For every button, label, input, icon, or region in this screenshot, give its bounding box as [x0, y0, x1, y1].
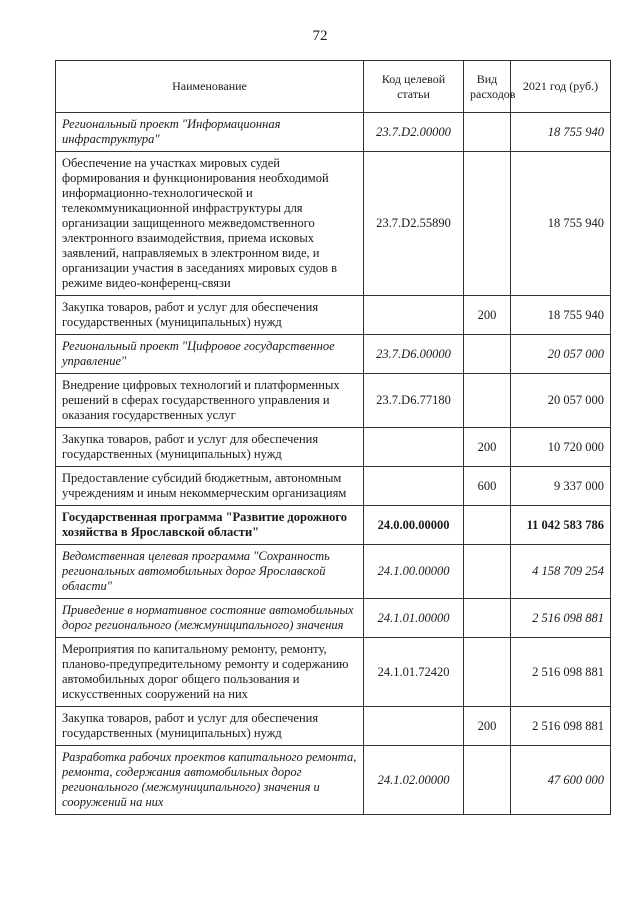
cell-code — [364, 428, 464, 467]
cell-amount: 11 042 583 786 — [511, 506, 611, 545]
table-row — [56, 467, 611, 506]
table-row — [56, 428, 611, 467]
cell-type — [464, 113, 511, 152]
cell-type — [464, 638, 511, 707]
table-row — [56, 374, 611, 428]
cell-name: Закупка товаров, работ и услуг для обеспечения государственных (муниципальных) нужд — [56, 296, 364, 335]
cell-type — [464, 374, 511, 428]
budget-table — [55, 60, 611, 815]
cell-code: 24.0.00.00000 — [364, 506, 464, 545]
cell-name: Мероприятия по капитальному ремонту, ремонту, планово-предупредительному ремонту и содержанию автомобильных дорог общего пользования и искусственных сооружений на них — [56, 638, 364, 707]
cell-code: 23.7.D6.00000 — [364, 335, 464, 374]
cell-code — [364, 467, 464, 506]
cell-type: 600 — [464, 467, 511, 506]
cell-amount: 20 057 000 — [511, 374, 611, 428]
header-code: Код целевой статьи — [364, 61, 464, 113]
cell-code: 24.1.01.00000 — [364, 599, 464, 638]
table-row — [56, 599, 611, 638]
cell-amount: 9 337 000 — [511, 467, 611, 506]
table-row — [56, 335, 611, 374]
cell-amount: 10 720 000 — [511, 428, 611, 467]
cell-code — [364, 707, 464, 746]
cell-code: 23.7.D2.00000 — [364, 113, 464, 152]
page-number: 72 — [312, 28, 328, 44]
cell-code: 23.7.D6.77180 — [364, 374, 464, 428]
cell-amount: 18 755 940 — [511, 152, 611, 296]
cell-name: Региональный проект "Цифровое государственное управление" — [56, 335, 364, 374]
header-amount: 2021 год (руб.) — [511, 61, 611, 113]
cell-name: Внедрение цифровых технологий и платформенных решений в сферах государственного управления и оказания государственных услуг — [56, 374, 364, 428]
table-row — [56, 545, 611, 599]
cell-name: Закупка товаров, работ и услуг для обеспечения государственных (муниципальных) нужд — [56, 707, 364, 746]
cell-code: 24.1.02.00000 — [364, 746, 464, 815]
cell-code: 23.7.D2.55890 — [364, 152, 464, 296]
cell-name: Закупка товаров, работ и услуг для обеспечения государственных (муниципальных) нужд — [56, 428, 364, 467]
cell-name: Государственная программа "Развитие дорожного хозяйства в Ярославской области" — [56, 506, 364, 545]
table-row — [56, 638, 611, 707]
table-row — [56, 152, 611, 296]
cell-amount: 4 158 709 254 — [511, 545, 611, 599]
cell-name: Предоставление субсидий бюджетным, автономным учреждениям и иным некоммерческим организациям — [56, 467, 364, 506]
cell-name: Региональный проект "Информационная инфраструктура" — [56, 113, 364, 152]
cell-code — [364, 296, 464, 335]
cell-type: 200 — [464, 707, 511, 746]
cell-type: 200 — [464, 296, 511, 335]
cell-code: 24.1.00.00000 — [364, 545, 464, 599]
cell-type — [464, 545, 511, 599]
cell-name: Приведение в нормативное состояние автомобильных дорог регионального (межмуниципального) значения — [56, 599, 364, 638]
header-name: Наименование — [56, 61, 364, 113]
table-row — [56, 746, 611, 815]
cell-code: 24.1.01.72420 — [364, 638, 464, 707]
cell-amount: 20 057 000 — [511, 335, 611, 374]
header-type: Вид расходов — [464, 61, 511, 113]
cell-type — [464, 335, 511, 374]
table-row — [56, 296, 611, 335]
cell-type — [464, 599, 511, 638]
cell-amount: 18 755 940 — [511, 296, 611, 335]
table-body — [56, 113, 611, 815]
cell-type — [464, 506, 511, 545]
cell-type: 200 — [464, 428, 511, 467]
cell-name: Обеспечение на участках мировых судей формирования и функционирования необходимой информационно-технологической и телекоммуникационной инфраструктуры для организации защищенного межведомственного электронного взаимодействия, приема исковых заявлений, направляемых в электронном виде, и организации участия в заседаниях мировых судов в режиме видео-конференц-связи — [56, 152, 364, 296]
cell-amount: 47 600 000 — [511, 746, 611, 815]
table-header-row — [56, 61, 611, 113]
cell-name: Ведомственная целевая программа "Сохранность региональных автомобильных дорог Ярославской области" — [56, 545, 364, 599]
cell-amount: 2 516 098 881 — [511, 599, 611, 638]
table-row — [56, 113, 611, 152]
table-row — [56, 707, 611, 746]
cell-amount: 2 516 098 881 — [511, 638, 611, 707]
cell-type — [464, 152, 511, 296]
cell-name: Разработка рабочих проектов капитального ремонта, ремонта, содержания автомобильных дорог регионального (межмуниципального) значения и сооружений на них — [56, 746, 364, 815]
cell-amount: 18 755 940 — [511, 113, 611, 152]
cell-type — [464, 746, 511, 815]
table-row — [56, 506, 611, 545]
cell-amount: 2 516 098 881 — [511, 707, 611, 746]
